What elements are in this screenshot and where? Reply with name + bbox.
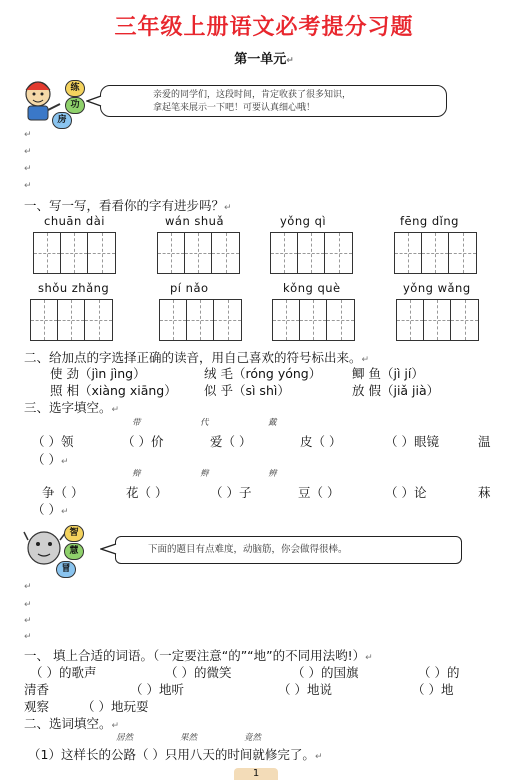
hint-word: 竟然 [244,733,262,743]
sticker-lian: 练 [65,80,85,97]
fill-item: 温 [478,434,491,449]
fill-item[interactable]: （ ）↵ [32,452,69,467]
fill-item[interactable]: （ ）子 [210,485,252,500]
fill-item[interactable]: 豆（ ） [298,485,340,500]
pinyin-yong-qi: yǒng qì [280,214,327,228]
hint-word: 居然 [116,733,134,743]
reading-item: 似 乎（sì shì） [204,383,290,398]
pinyin-wan-shua: wán shuǎ [165,214,225,228]
wisdom-text: 下面的题目有点难度，动脑筋，你会做得很棒。 [148,544,348,555]
writing-grid-8[interactable] [396,299,479,341]
fill-item[interactable]: （ ）的歌声 [30,665,97,680]
wisdom-speech-bubble [115,536,462,564]
blank-line-mark: ↵ [24,632,32,642]
sticker-zhi: 智 [64,525,84,542]
reading-item: 鲫 鱼（jì jí） [352,366,424,381]
fill-item[interactable]: （ ）地玩耍 [82,699,149,714]
hint-char: 辩 [132,469,141,479]
blank-line-mark: ↵ [24,616,32,626]
blank-line-mark: ↵ [24,181,32,191]
pinyin-feng-ding: fēng dǐng [400,214,459,228]
fill-item[interactable]: （ ）的微笑 [165,665,232,680]
fill-item[interactable]: （ ）地听 [130,682,184,697]
fill-item: 清香 [24,682,50,697]
hint-char: 代 [200,418,209,428]
fill-item[interactable]: 争（ ） [42,485,84,500]
fill-item[interactable]: （ ）价 [122,434,164,449]
pinyin-chuan-dai: chuān dài [44,214,105,228]
hint-char: 戴 [268,418,277,428]
intro-line-2: 拿起笔来展示一下吧！可要认真细心哦！ [153,103,316,113]
page-number-tab: 1 [234,768,278,780]
sticker-hui: 慧 [64,543,84,560]
fill-item: 观察 [24,699,50,714]
reading-item: 放 假（jiǎ jià） [352,383,440,398]
blank-line-mark: ↵ [24,600,32,610]
fill-item[interactable]: 花（ ） [126,485,168,500]
section2-heading: 二、给加点的字选择正确的读音，用自己喜欢的符号标出来。↵ [24,350,370,365]
blank-line-mark: ↵ [24,582,32,592]
bubble-pointer [100,543,117,555]
reading-item: 绒 毛（róng yóng） [204,366,322,381]
bubble-pointer [86,95,102,107]
pinyin-shou-zhang: shǒu zhǎng [38,281,110,295]
fill-item[interactable]: （ ）领 [32,434,74,449]
blank-line-mark: ↵ [24,130,32,140]
blank-line-mark: ↵ [24,164,32,174]
fill-item[interactable]: （ ）↵ [32,502,69,517]
hint-word: 果然 [180,733,198,743]
fill-item[interactable]: （ ）论 [385,485,427,500]
writing-grid-1[interactable] [33,232,116,274]
intro-speech-bubble [100,85,447,117]
fill-item[interactable]: （ ）地 [412,682,454,697]
fill-item[interactable]: （ ）的国旗 [292,665,359,680]
sticker-gong: 功 [65,97,85,114]
writing-grid-6[interactable] [159,299,242,341]
reading-item: 照 相（xiàng xiāng） [50,383,177,398]
hint-char: 辫 [200,469,209,479]
sticker-mao: 冒 [56,561,76,578]
section5-heading: 二、选词填空。↵ [24,716,120,731]
fill-item[interactable]: 爱（ ） [210,434,252,449]
section4-heading: 一、 填上合适的词语。（一定要注意“的”“地”的不同用法哟!）↵ [24,648,373,663]
question-item-1[interactable]: （1）这样长的公路（ ）只用八天的时间就修完了。↵ [28,747,323,762]
writing-grid-2[interactable] [157,232,240,274]
pinyin-yong-wang: yǒng wǎng [403,281,471,295]
section1-heading: 一、写一写，看看你的字有进步吗？↵ [24,198,232,213]
reading-item: 使 劲（jìn jìng） [50,366,146,381]
sticker-fang: 房 [52,112,72,129]
intro-line-1: 亲爱的同学们，这段时间，肯定收获了很多知识， [153,90,352,100]
page-title: 三年级上册语文必考提分习题 [114,15,414,40]
pinyin-kong-que: kǒng què [283,281,341,295]
writing-grid-5[interactable] [30,299,113,341]
writing-grid-4[interactable] [394,232,477,274]
pinyin-pi-nao: pí nǎo [170,281,209,295]
section3-heading: 三、选字填空。↵ [24,400,120,415]
hint-char: 带 [132,418,141,428]
writing-grid-3[interactable] [270,232,353,274]
hint-char: 辨 [268,469,277,479]
fill-item: 菻 [478,485,491,500]
fill-item[interactable]: （ ）地说 [278,682,332,697]
unit-subtitle: 第一单元↵ [234,52,294,67]
fill-item[interactable]: 皮（ ） [300,434,342,449]
blank-line-mark: ↵ [24,147,32,157]
fill-item[interactable]: （ ）眼镜 [385,434,439,449]
writing-grid-7[interactable] [272,299,355,341]
fill-item[interactable]: （ ）的 [418,665,460,680]
